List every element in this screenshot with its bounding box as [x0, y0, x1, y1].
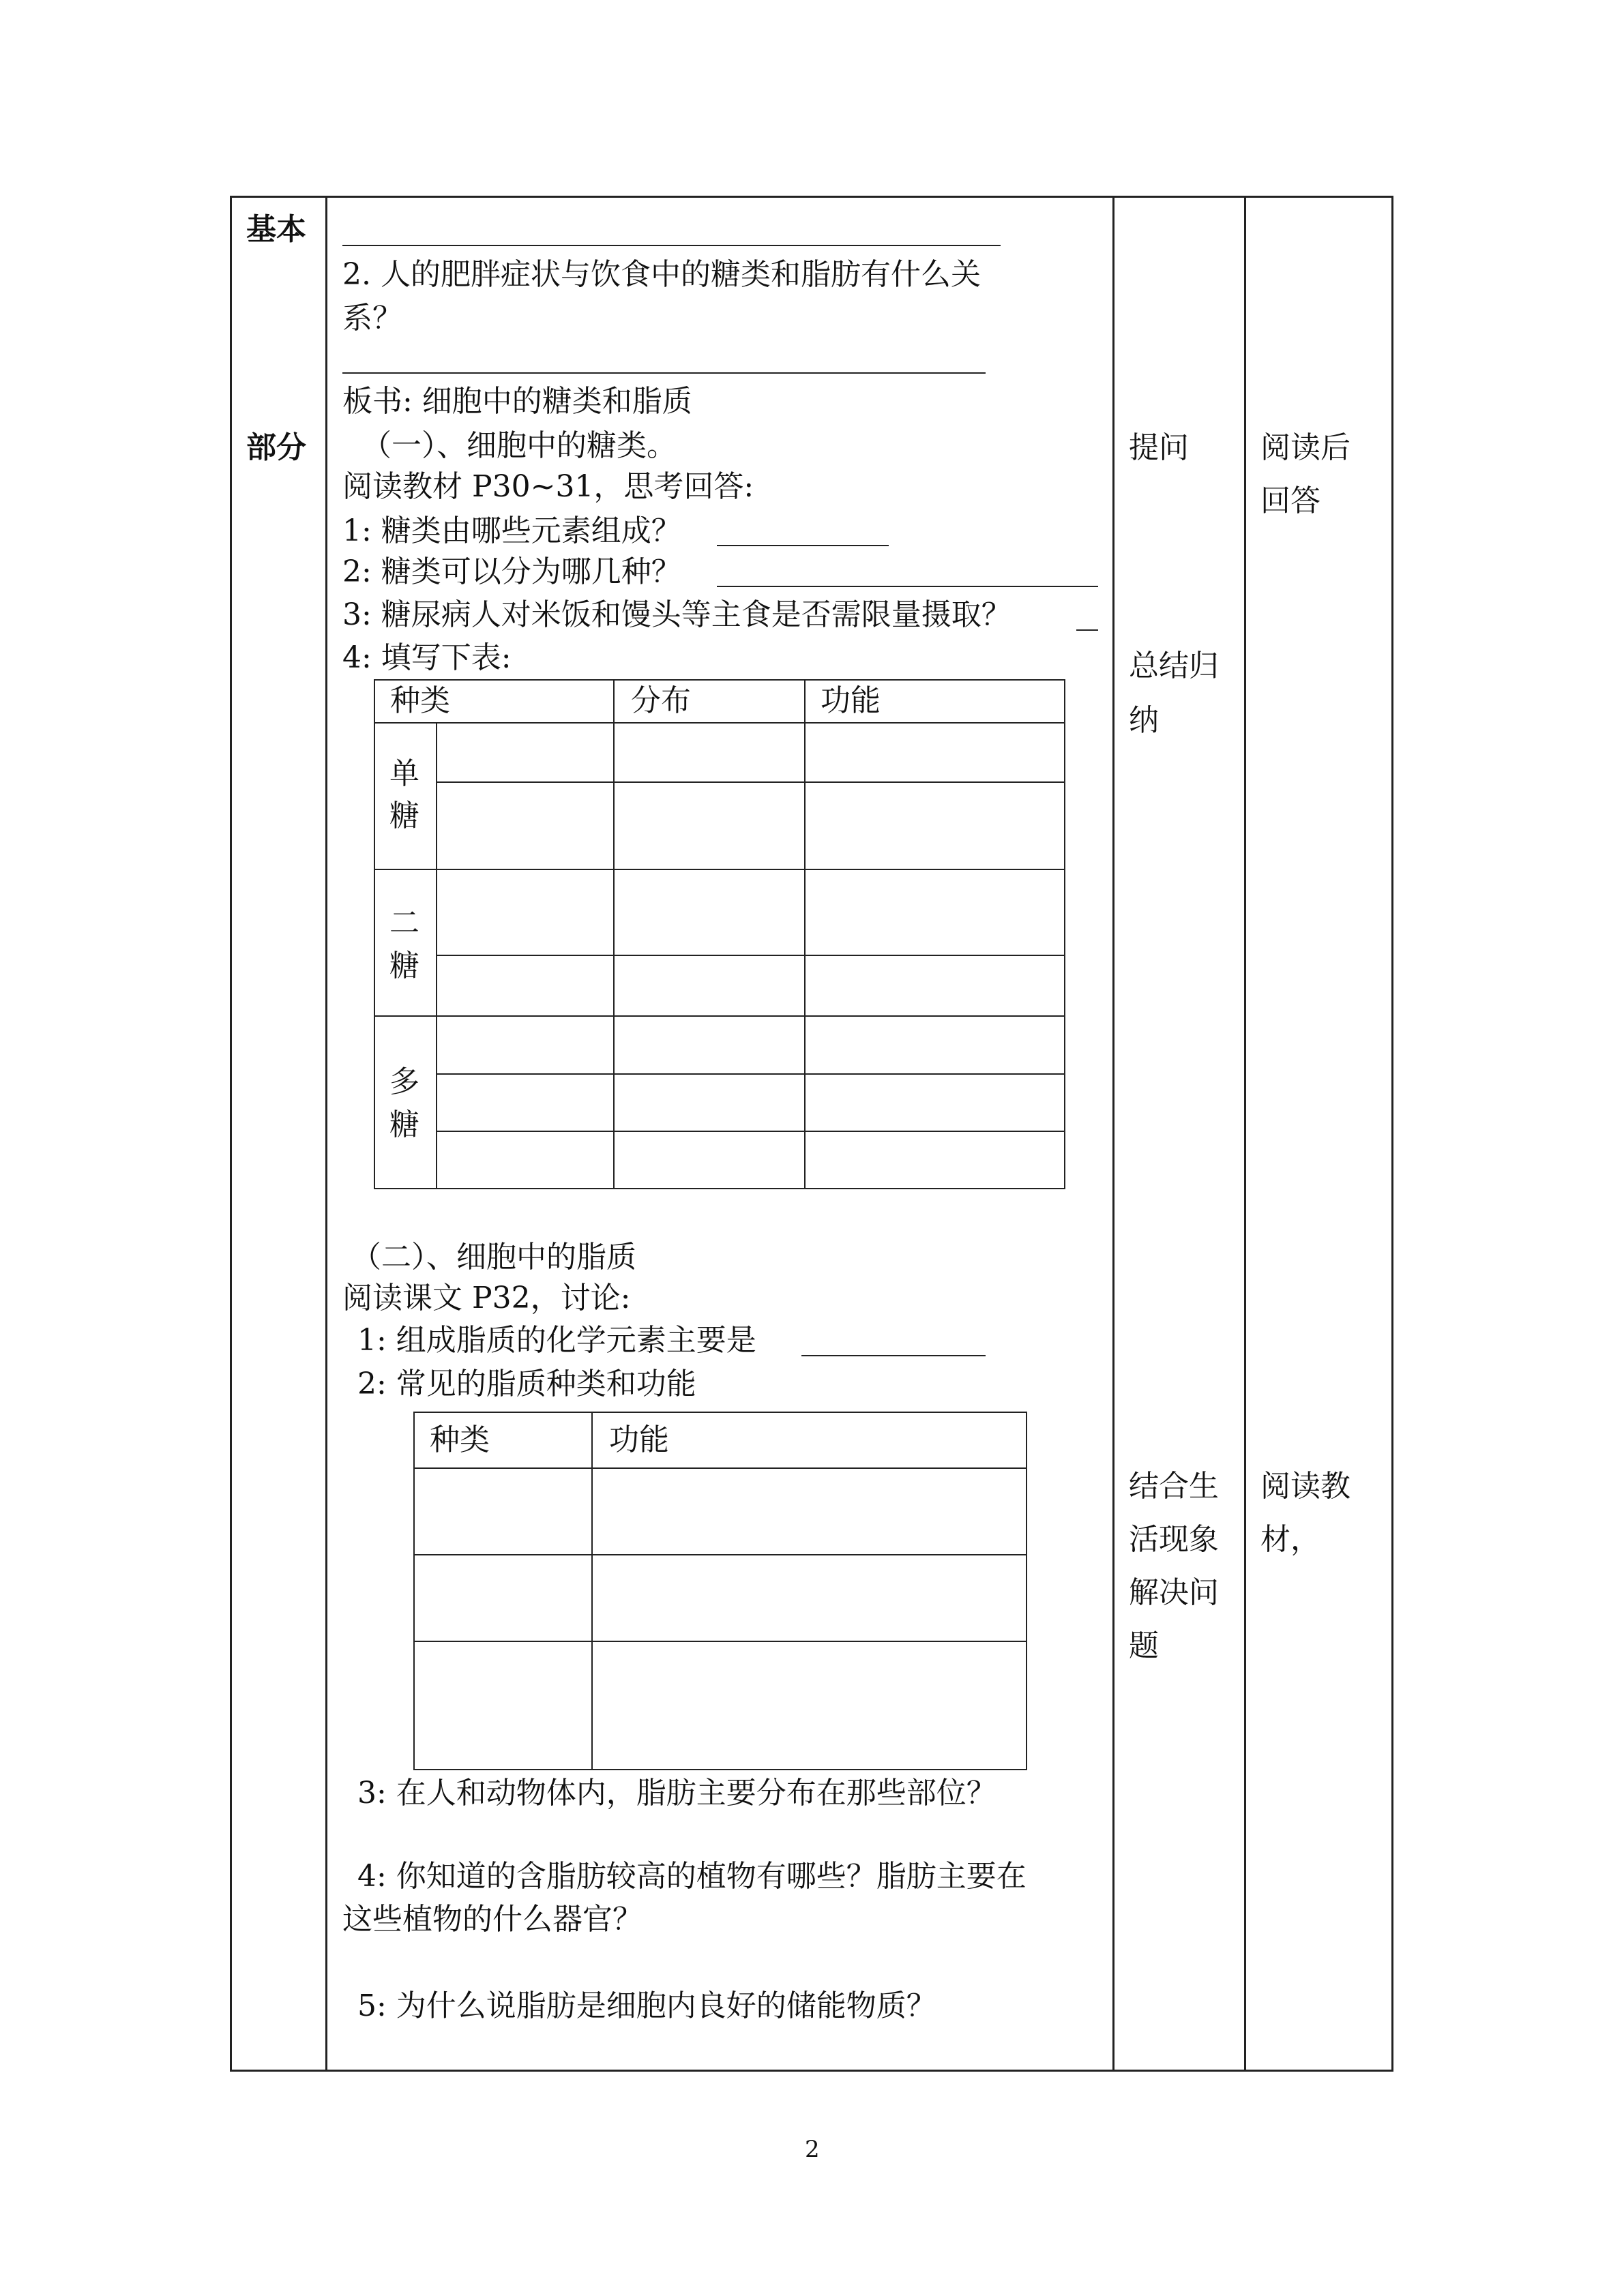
question-2-text-cont: 系？: [342, 301, 402, 336]
column-divider-1: [325, 196, 327, 2072]
lipid-table-border: [413, 1641, 1027, 1642]
reading-instruction-1: 阅读教材 P30~31，思考回答:: [342, 469, 754, 504]
lipid-header-function: 功能: [609, 1422, 669, 1457]
sugar-table-border: [374, 869, 1065, 870]
disaccharide-label: 糖: [389, 949, 419, 983]
column-divider-3: [1244, 196, 1246, 2072]
sugar-table-border: [374, 679, 1065, 681]
lipid-table-border: [413, 1554, 1027, 1555]
lipid-table-border: [591, 1412, 593, 1770]
student-activity-read-textbook: 材，: [1260, 1522, 1320, 1557]
sugar-table-border: [613, 679, 615, 1189]
sugar-header-type: 种类: [390, 683, 450, 718]
teacher-activity-apply: 结合生: [1129, 1469, 1219, 1504]
page-number: 2: [805, 2136, 820, 2163]
student-activity-read-textbook: 阅读教: [1260, 1469, 1350, 1504]
outer-table-top-border: [230, 196, 1393, 198]
question-2-text: 2. 人的肥胖症状与饮食中的糖类和脂肪有什么关: [342, 257, 981, 292]
teacher-activity-apply: 题: [1129, 1628, 1159, 1663]
teacher-activity-apply: 解决问: [1129, 1575, 1219, 1610]
section-label-bottom: 部分: [246, 430, 306, 465]
sugar-table-border: [436, 722, 437, 1189]
lipid-question-1: 1: 组成脂质的化学元素主要是: [357, 1323, 756, 1358]
section-2-heading: （二）、细胞中的脂质: [351, 1240, 636, 1274]
lipid-table-border: [1026, 1412, 1027, 1770]
lipid-table-border: [413, 1412, 415, 1770]
sugar-table-border: [1064, 679, 1065, 1189]
teacher-activity-ask: 提问: [1129, 430, 1189, 465]
lipid-question-4: 4: 你知道的含脂肪较高的植物有哪些？脂肪主要在: [357, 1859, 1027, 1894]
answer-blank-line[interactable]: [717, 586, 1098, 587]
lipid-table-border: [413, 1412, 1027, 1413]
sugar-table-border: [436, 1131, 1065, 1132]
sugar-question-4: 4: 填写下表:: [342, 640, 512, 675]
section-label-top: 基本: [246, 212, 306, 247]
lipid-table-border: [413, 1467, 1027, 1469]
teacher-activity-summarize: 纳: [1129, 703, 1159, 738]
disaccharide-label: 二: [389, 906, 419, 940]
outer-table-right-border: [1391, 196, 1393, 2072]
section-1-heading: （一）、细胞中的糖类。: [361, 428, 677, 463]
sugar-question-2: 2: 糖类可以分为哪几种？: [342, 554, 681, 589]
monosaccharide-label: 糖: [389, 799, 419, 833]
outer-table-left-border: [230, 196, 232, 2072]
lipid-question-3: 3: 在人和动物体内，脂肪主要分布在那些部位？: [357, 1776, 996, 1810]
lipid-header-type: 种类: [430, 1422, 490, 1457]
column-divider-2: [1112, 196, 1114, 2072]
reading-instruction-2: 阅读课文 P32，讨论:: [342, 1281, 631, 1315]
answer-blank-line[interactable]: [1076, 629, 1098, 631]
sugar-table-border: [374, 1015, 1065, 1017]
outer-table-bottom-border: [230, 2070, 1393, 2072]
sugar-table-border: [374, 679, 375, 1189]
student-activity-read-answer: 回答: [1260, 483, 1320, 518]
sugar-question-3: 3: 糖尿病人对米饭和馒头等主食是否需限量摄取？: [342, 597, 1012, 632]
sugar-table-border: [374, 1188, 1065, 1189]
teacher-activity-apply: 活现象: [1129, 1522, 1219, 1557]
student-activity-read-answer: 阅读后: [1260, 430, 1350, 465]
sugar-table-border: [374, 722, 1065, 724]
teacher-activity-summarize: 总结归: [1129, 648, 1219, 683]
sugar-header-distribution: 分布: [631, 683, 691, 718]
lipid-question-4-cont: 这些植物的什么器官？: [342, 1902, 643, 1937]
answer-blank-line[interactable]: [342, 372, 986, 374]
lipid-table-border: [413, 1769, 1027, 1770]
answer-blank-line[interactable]: [801, 1355, 986, 1356]
monosaccharide-label: 单: [389, 756, 419, 791]
board-heading: 板书: 细胞中的糖类和脂质: [342, 384, 692, 419]
answer-blank-line[interactable]: [342, 245, 1001, 246]
sugar-table-border: [436, 1073, 1065, 1075]
sugar-header-function: 功能: [821, 683, 881, 718]
lipid-question-5: 5: 为什么说脂肪是细胞内良好的储能物质？: [357, 1988, 936, 2023]
sugar-question-1: 1: 糖类由哪些元素组成？: [342, 513, 681, 548]
polysaccharide-label: 糖: [389, 1107, 419, 1142]
answer-blank-line[interactable]: [717, 545, 889, 546]
sugar-table-border: [804, 679, 806, 1189]
sugar-table-border: [436, 955, 1065, 956]
lipid-question-2: 2: 常见的脂质种类和功能: [357, 1367, 696, 1401]
sugar-table-border: [436, 781, 1065, 783]
polysaccharide-label: 多: [389, 1064, 419, 1099]
